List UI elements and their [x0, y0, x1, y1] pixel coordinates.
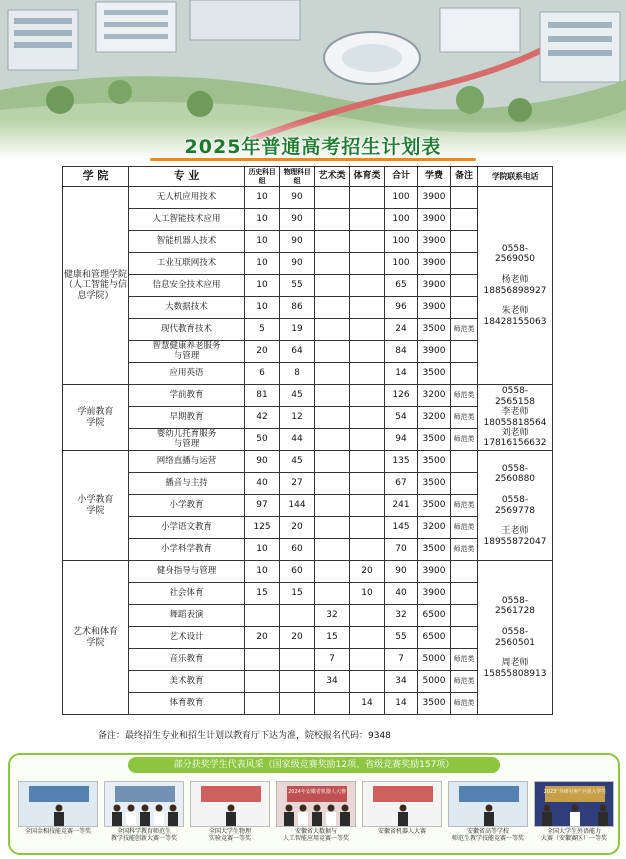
major-cell: 小学教育 — [129, 495, 245, 517]
history-cell — [245, 605, 280, 627]
tuition-cell: 3500 — [418, 319, 451, 341]
award-caption: 安徽省机器人大赛 — [377, 828, 426, 835]
sports-cell — [350, 385, 385, 407]
tuition-cell: 3500 — [418, 363, 451, 385]
sports-cell — [350, 297, 385, 319]
sports-cell: 20 — [350, 561, 385, 583]
history-cell: 10 — [245, 253, 280, 275]
history-cell: 81 — [245, 385, 280, 407]
total-cell: 96 — [385, 297, 418, 319]
college-cell: 艺术和体育 学院 — [63, 561, 129, 715]
note-cell — [451, 341, 478, 363]
college-cell: 学前教育 学院 — [63, 385, 129, 451]
note-cell: 师范类 — [451, 495, 478, 517]
physics-cell: 20 — [280, 627, 315, 649]
total-cell: 90 — [385, 561, 418, 583]
note-cell: 师范类 — [451, 429, 478, 451]
header-major: 专 业 — [129, 167, 245, 187]
table-row — [63, 451, 553, 473]
major-cell: 智慧健康养老服务 与管理 — [129, 341, 245, 363]
tuition-cell: 5000 — [418, 671, 451, 693]
art-cell — [315, 253, 350, 275]
history-cell — [245, 671, 280, 693]
history-cell: 10 — [245, 209, 280, 231]
physics-cell: 90 — [280, 209, 315, 231]
note-cell: 师范类 — [451, 539, 478, 561]
physics-cell — [280, 649, 315, 671]
history-cell: 50 — [245, 429, 280, 451]
award-item — [188, 781, 272, 853]
sports-cell — [350, 627, 385, 649]
note-cell — [451, 605, 478, 627]
college-cell: 健康和管理学院 （人工智能与信息学院） — [63, 187, 129, 385]
note-cell — [451, 275, 478, 297]
contact-cell: 0558- 2565158 李老师 18055818564 刘老师 17816156632 — [478, 385, 553, 451]
physics-cell: 90 — [280, 253, 315, 275]
note-cell: 师范类 — [451, 671, 478, 693]
tuition-cell: 6500 — [418, 627, 451, 649]
sports-cell: 10 — [350, 583, 385, 605]
history-cell: 40 — [245, 473, 280, 495]
art-cell — [315, 187, 350, 209]
award-photo — [362, 781, 442, 827]
history-cell — [245, 693, 280, 715]
major-cell: 音乐教育 — [129, 649, 245, 671]
total-cell: 14 — [385, 363, 418, 385]
sports-cell — [350, 539, 385, 561]
major-cell: 美术教育 — [129, 671, 245, 693]
tuition-cell: 3900 — [418, 297, 451, 319]
major-cell: 学前教育 — [129, 385, 245, 407]
sports-cell — [350, 253, 385, 275]
art-cell: 32 — [315, 605, 350, 627]
total-cell: 14 — [385, 693, 418, 715]
art-cell — [315, 693, 350, 715]
award-photo — [190, 781, 270, 827]
major-cell: 艺术设计 — [129, 627, 245, 649]
history-cell: 97 — [245, 495, 280, 517]
enrollment-plan-table — [62, 166, 553, 715]
award-caption: 全国大学生物理 实验竞赛一等奖 — [208, 828, 251, 843]
major-cell: 播音与主持 — [129, 473, 245, 495]
award-photo-text: 2023“外研社杯”全国大学生 — [543, 789, 607, 795]
art-cell: 34 — [315, 671, 350, 693]
total-cell: 34 — [385, 671, 418, 693]
tuition-cell: 3900 — [418, 583, 451, 605]
physics-cell: 8 — [280, 363, 315, 385]
sports-cell — [350, 319, 385, 341]
note-cell — [451, 187, 478, 209]
awards-gallery — [16, 781, 616, 853]
sports-cell — [350, 363, 385, 385]
tuition-cell: 3900 — [418, 275, 451, 297]
physics-cell: 90 — [280, 231, 315, 253]
total-cell: 135 — [385, 451, 418, 473]
award-caption: 全国金相技能竞赛一等奖 — [24, 828, 91, 835]
sports-cell — [350, 495, 385, 517]
sports-cell — [350, 517, 385, 539]
physics-cell: 55 — [280, 275, 315, 297]
award-caption: 全国科学教育师范生 教学技能创新大赛一等奖 — [110, 828, 177, 843]
award-item — [360, 781, 444, 853]
award-photo — [534, 781, 614, 827]
major-cell: 社会体育 — [129, 583, 245, 605]
tuition-cell: 3500 — [418, 473, 451, 495]
tuition-cell: 3500 — [418, 429, 451, 451]
sports-cell — [350, 451, 385, 473]
title-area — [0, 128, 626, 162]
sports-cell — [350, 473, 385, 495]
header-total: 合计 — [385, 167, 418, 187]
major-cell: 信息安全技术应用 — [129, 275, 245, 297]
total-cell: 100 — [385, 253, 418, 275]
note-cell: 师范类 — [451, 517, 478, 539]
physics-cell: 15 — [280, 583, 315, 605]
physics-cell — [280, 605, 315, 627]
total-cell: 145 — [385, 517, 418, 539]
sports-cell — [350, 605, 385, 627]
note-cell — [451, 253, 478, 275]
major-cell: 无人机应用技术 — [129, 187, 245, 209]
major-cell: 婴幼儿托育服务 与管理 — [129, 429, 245, 451]
physics-cell — [280, 671, 315, 693]
physics-cell: 20 — [280, 517, 315, 539]
tuition-cell: 3200 — [418, 517, 451, 539]
sports-cell — [350, 429, 385, 451]
note-cell: 师范类 — [451, 649, 478, 671]
sports-cell — [350, 275, 385, 297]
major-cell: 早期教育 — [129, 407, 245, 429]
major-cell: 体育教育 — [129, 693, 245, 715]
total-cell: 32 — [385, 605, 418, 627]
tuition-cell: 3500 — [418, 495, 451, 517]
sports-cell — [350, 649, 385, 671]
history-cell: 10 — [245, 187, 280, 209]
sports-cell — [350, 407, 385, 429]
note-cell — [451, 451, 478, 473]
art-cell — [315, 539, 350, 561]
table-row — [63, 385, 553, 407]
art-cell: 7 — [315, 649, 350, 671]
physics-cell: 86 — [280, 297, 315, 319]
physics-cell: 45 — [280, 385, 315, 407]
total-cell: 70 — [385, 539, 418, 561]
tuition-cell: 3500 — [418, 539, 451, 561]
major-cell: 网络直播与运营 — [129, 451, 245, 473]
note-cell: 师范类 — [451, 319, 478, 341]
art-cell — [315, 429, 350, 451]
award-photo — [104, 781, 184, 827]
art-cell — [315, 495, 350, 517]
tuition-cell: 3900 — [418, 561, 451, 583]
table-row — [63, 187, 553, 209]
award-photo — [18, 781, 98, 827]
art-cell — [315, 451, 350, 473]
physics-cell: 60 — [280, 539, 315, 561]
history-cell: 90 — [245, 451, 280, 473]
art-cell — [315, 561, 350, 583]
header-tuition: 学费 — [418, 167, 451, 187]
tuition-cell: 3900 — [418, 231, 451, 253]
physics-cell: 19 — [280, 319, 315, 341]
art-cell — [315, 209, 350, 231]
major-cell: 智能机器人技术 — [129, 231, 245, 253]
sports-cell — [350, 209, 385, 231]
header-contact: 学院联系电话 — [478, 167, 553, 187]
total-cell: 24 — [385, 319, 418, 341]
award-caption: 安徽省大数据与 人工智能应用竞赛一等奖 — [282, 828, 349, 843]
major-cell: 人工智能技术应用 — [129, 209, 245, 231]
sports-cell — [350, 231, 385, 253]
sports-cell — [350, 341, 385, 363]
remark-note: 备注：最终招生专业和招生计划以教育厅下达为准，院校报名代码：9348 — [98, 731, 391, 741]
award-item — [16, 781, 100, 853]
physics-cell — [280, 693, 315, 715]
history-cell: 10 — [245, 561, 280, 583]
major-cell: 应用英语 — [129, 363, 245, 385]
note-cell — [451, 209, 478, 231]
contact-cell: 0558- 2561728 0558- 2560501 周老师 15855808913 — [478, 561, 553, 715]
note-cell: 师范类 — [451, 407, 478, 429]
tuition-cell: 3900 — [418, 253, 451, 275]
major-cell: 小学语文教育 — [129, 517, 245, 539]
award-item — [532, 781, 616, 853]
physics-cell: 60 — [280, 561, 315, 583]
art-cell — [315, 341, 350, 363]
total-cell: 40 — [385, 583, 418, 605]
history-cell: 10 — [245, 231, 280, 253]
note-cell — [451, 473, 478, 495]
total-cell: 54 — [385, 407, 418, 429]
major-cell: 现代教育技术 — [129, 319, 245, 341]
major-cell: 健身指导与管理 — [129, 561, 245, 583]
major-cell: 小学科学教育 — [129, 539, 245, 561]
history-cell: 125 — [245, 517, 280, 539]
header-history: 历史科目组 — [245, 167, 280, 187]
note-cell: 师范类 — [451, 693, 478, 715]
art-cell — [315, 517, 350, 539]
tuition-cell: 3900 — [418, 187, 451, 209]
physics-cell: 45 — [280, 451, 315, 473]
total-cell: 7 — [385, 649, 418, 671]
art-cell — [315, 297, 350, 319]
award-item — [446, 781, 530, 853]
tuition-cell: 5000 — [418, 649, 451, 671]
award-caption: 全国大学生外语能力 大赛（安徽赛区）一等奖 — [540, 828, 607, 843]
title-underline — [150, 158, 476, 161]
awards-section — [8, 753, 620, 855]
history-cell: 20 — [245, 627, 280, 649]
note-cell — [451, 297, 478, 319]
award-photo-text: 2024年安徽省机器人大赛 — [288, 789, 346, 795]
award-photo — [448, 781, 528, 827]
tuition-cell: 3900 — [418, 209, 451, 231]
tuition-cell: 3200 — [418, 407, 451, 429]
art-cell — [315, 407, 350, 429]
physics-cell: 12 — [280, 407, 315, 429]
note-cell — [451, 561, 478, 583]
contact-cell: 0558- 2560880 0558- 2569778 王老师 18955872047 — [478, 451, 553, 561]
total-cell: 100 — [385, 187, 418, 209]
history-cell: 5 — [245, 319, 280, 341]
art-cell — [315, 473, 350, 495]
major-cell: 大数据技术 — [129, 297, 245, 319]
note-cell — [451, 627, 478, 649]
tuition-cell: 6500 — [418, 605, 451, 627]
history-cell — [245, 649, 280, 671]
art-cell — [315, 275, 350, 297]
header-note: 备注 — [451, 167, 478, 187]
award-item — [102, 781, 186, 853]
table-row — [63, 561, 553, 583]
physics-cell: 144 — [280, 495, 315, 517]
history-cell: 15 — [245, 583, 280, 605]
table-header-row — [63, 167, 553, 187]
sports-cell — [350, 671, 385, 693]
art-cell — [315, 363, 350, 385]
header-college: 学 院 — [63, 167, 129, 187]
history-cell: 10 — [245, 539, 280, 561]
note-cell — [451, 583, 478, 605]
total-cell: 94 — [385, 429, 418, 451]
art-cell: 15 — [315, 627, 350, 649]
art-cell — [315, 583, 350, 605]
physics-cell: 90 — [280, 187, 315, 209]
sports-cell — [350, 187, 385, 209]
total-cell: 100 — [385, 231, 418, 253]
total-cell: 126 — [385, 385, 418, 407]
history-cell: 10 — [245, 275, 280, 297]
physics-cell: 44 — [280, 429, 315, 451]
art-cell — [315, 231, 350, 253]
history-cell: 10 — [245, 297, 280, 319]
award-caption: 安徽省高等学校 师范生教学技能竞赛一等奖 — [451, 828, 524, 843]
tuition-cell: 3900 — [418, 341, 451, 363]
major-cell: 工业互联网技术 — [129, 253, 245, 275]
art-cell — [315, 385, 350, 407]
page-title: 2025年普通高考招生计划表 — [184, 136, 442, 158]
header-art: 艺术类 — [315, 167, 350, 187]
history-cell: 42 — [245, 407, 280, 429]
total-cell: 65 — [385, 275, 418, 297]
total-cell: 55 — [385, 627, 418, 649]
history-cell: 20 — [245, 341, 280, 363]
sports-cell: 14 — [350, 693, 385, 715]
contact-cell: 0558- 2569050 杨老师 18856898927 朱老师 18428155063 — [478, 187, 553, 385]
physics-cell: 64 — [280, 341, 315, 363]
college-cell: 小学教育 学院 — [63, 451, 129, 561]
art-cell — [315, 319, 350, 341]
note-cell — [451, 363, 478, 385]
note-cell: 师范类 — [451, 385, 478, 407]
total-cell: 67 — [385, 473, 418, 495]
header-sports: 体育类 — [350, 167, 385, 187]
award-photo — [276, 781, 356, 827]
tuition-cell: 3500 — [418, 451, 451, 473]
award-item — [274, 781, 358, 853]
history-cell: 6 — [245, 363, 280, 385]
total-cell: 241 — [385, 495, 418, 517]
major-cell: 舞蹈表演 — [129, 605, 245, 627]
header-physics: 物理科目组 — [280, 167, 315, 187]
tuition-cell: 3500 — [418, 693, 451, 715]
note-cell — [451, 231, 478, 253]
physics-cell: 27 — [280, 473, 315, 495]
total-cell: 84 — [385, 341, 418, 363]
tuition-cell: 3200 — [418, 385, 451, 407]
awards-heading: 部分获奖学生代表风采（国家级竞赛奖励12项、省级竞赛奖励157项） — [128, 757, 500, 773]
total-cell: 100 — [385, 209, 418, 231]
